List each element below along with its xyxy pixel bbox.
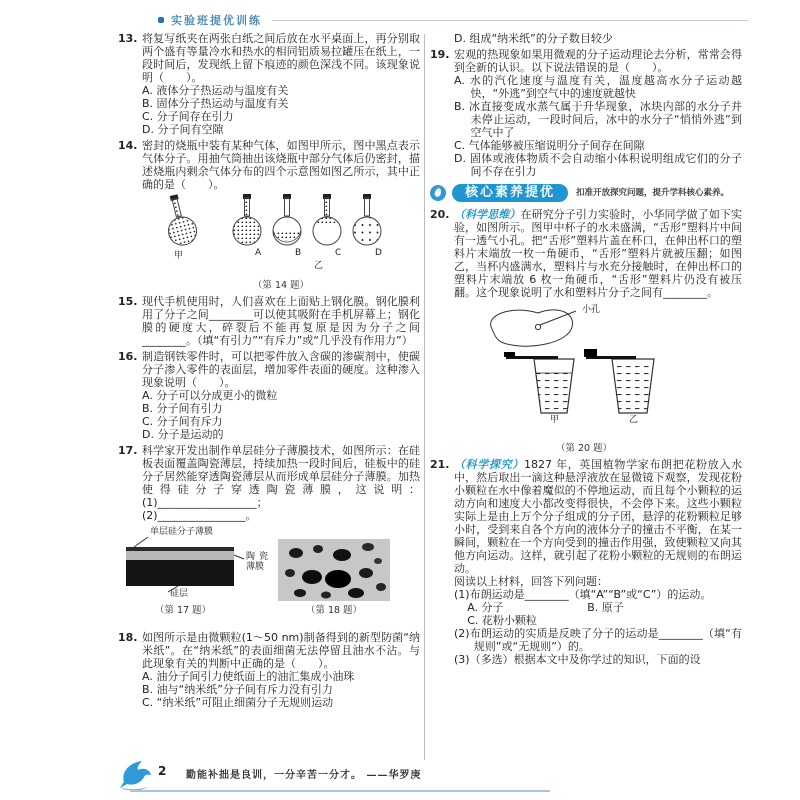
question-18 <box>118 631 420 709</box>
flask-label-c: C <box>335 248 342 258</box>
sub-question-3: (3)（多选）根据本文中及你学过的知识，下面的设 <box>454 653 701 666</box>
cup2-label: 乙 <box>629 415 639 425</box>
cup-experiment-drawing <box>454 301 714 427</box>
option: B. 油与“纳米纸”分子间有斥力没有引力 <box>142 683 333 696</box>
hole-label: 小孔 <box>582 305 601 315</box>
question-text: 密封的烧瓶中装有某种气体，如图甲所示，图中黑点表示气体分子。用抽气筒抽出该烧瓶中部分气体后仍密封，描述烧瓶内剩余气体分布的四个示意图如图乙所示，其中正确的是（ ）。 <box>142 139 420 191</box>
group-label-yi: 乙 <box>314 261 324 271</box>
question-number: 17. <box>118 444 138 457</box>
footer-motto: 勤能补拙是良训，一分辛苦一分才。 ——华罗庚 <box>186 770 422 781</box>
flasks-diagram <box>161 193 401 265</box>
flask-label-jia: 甲 <box>174 251 184 261</box>
flask-label-d: D <box>375 248 382 258</box>
option: A. 分子可以分成更小的微粒 <box>142 389 278 402</box>
page-number: 2 <box>158 764 167 778</box>
column-divider <box>424 34 425 760</box>
question-text: 科学家开发出制作单层硅分子薄膜技术，如图所示：在硅板表面覆盖陶瓷薄层，持续加热一段时间后，硅板中的硅分子居然能穿透陶瓷薄层从而形成单层硅分子薄膜。加热使得硅分子穿透陶瓷薄膜，这说明：(1)__________________； <box>142 444 420 509</box>
question-number: 21. <box>430 458 450 471</box>
question-21 <box>430 458 742 666</box>
option: C. 花粉小颗粒 <box>467 614 537 627</box>
figure-caption: （第 14 题） <box>252 280 310 291</box>
question-text: 现代手机使用时，人们喜欢在上面贴上钢化膜。钢化膜利用了分子之间________可以使其吸附在手机屏幕上；钢化膜的硬度大，碎裂后不能再复原是因为分子之间________。（填“有引力”“有斥力”或“几乎没有作用力”） <box>142 295 420 347</box>
question-text: 将复写纸夹在两张白纸之间后放在水平桌面上，再分别取两个盛有等量冷水和热水的相同铝质易拉罐压在纸上，一段时间后，发现纸上留下痕迹的颜色深浅不同。该现象说明（ ）。 <box>142 32 420 84</box>
right-column <box>430 32 742 669</box>
page-footer <box>116 756 676 796</box>
question-number: 19. <box>430 48 450 61</box>
question-text: （科学探究）1827 年，英国植物学家布朗把花粉放入水中，然后取出一滴这种悬浮液放在显微镜下观察，发现花粉小颗粒在水中像着魔似的不停地运动，而且每个小颗粒的运动方向和速度大小都改变得很快，不会停下来。这些小颗粒实际上是由上万个分子组成的分子团，悬浮的花粉颗粒足够小时，受到来自各个方向的液体分子的撞击不平衡，在某一瞬间，颗粒在一个方向受到的撞击作用强，致使颗粒又向其他方向运动。这样，就引起了花粉小颗粒的无规则的布朗运动。 <box>454 458 743 575</box>
question-15 <box>118 295 420 347</box>
footer-rule <box>130 790 550 792</box>
question-19 <box>430 48 742 178</box>
figure-caption: （第 20 题） <box>555 443 613 454</box>
option: A. 油分子间引力使纸面上的油汇集成小油珠 <box>142 670 355 683</box>
page-header <box>158 12 748 28</box>
flask-figure <box>142 193 420 279</box>
option: B. 冰直接变成水蒸气属于升华现象，冰块内部的水分子并未停止运动，一段时间后，冰中的水分子“悄悄外逃”到空气中了 <box>454 100 742 139</box>
option: D. 固体或液体物质不会自动缩小体积说明组成它们的分子间不存在引力 <box>454 152 742 178</box>
section-badge-title: 核心素养提优 <box>452 184 568 202</box>
question-text: 宏观的热现象如果用微观的分子运动理论去分析，常常会得到全新的认识。以下说法错误的是（ ）。 <box>454 48 742 74</box>
figure-caption: （第 17 题） <box>154 605 212 616</box>
question-text: 制造钢铁零件时，可以把零件放入含碳的渗碳剂中，使碳分子渗入零件的表面层，增加零件表面的硬度。这种渗入现象说明（ ）。 <box>142 350 420 389</box>
question-number: 16. <box>118 350 138 363</box>
micrograph-image <box>278 539 390 601</box>
cup1-label: 甲 <box>550 415 560 425</box>
option: B. 分子间有引力 <box>142 402 223 415</box>
option: B. 原子 <box>587 601 624 614</box>
option: D. 分子间有空隙 <box>142 123 224 136</box>
header-rule <box>272 20 748 21</box>
question-tag: （科学探究） <box>454 458 524 471</box>
question-text: （科学思维）在研究分子引力实验时，小华同学做了如下实验，如图所示。图甲中杯子的水未盛满，“舌形”塑料片中间有一透气小孔。把“舌形”塑料片盖在杯口，在伸出杯口的塑料片末端放一枚一角硬币，“舌形”塑料片就被压翻；如图乙，当杯内盛满水，塑料片与水充分接触时，在伸出杯口的塑料片末端放 6 枚一角硬币，“舌形”塑料片仍没有被压翻。这个现象说明了水和塑料片分子之间有________。 <box>454 208 743 299</box>
question-14 <box>118 139 420 292</box>
figure-caption: （第 18 题） <box>305 605 363 616</box>
question-number: 18. <box>118 631 138 644</box>
silicon-film-diagram <box>118 525 278 617</box>
left-column <box>118 32 420 712</box>
film-label-bottom: 硅层 <box>170 589 189 599</box>
question-17 <box>118 444 420 522</box>
option: B. 固体分子热运动与温度有关 <box>142 97 289 110</box>
option: A. 液体分子热运动与温度有关 <box>142 84 289 97</box>
question-text-2: (2)________________。 <box>142 509 257 522</box>
question-13 <box>118 32 420 136</box>
option: D. 分子是运动的 <box>142 428 224 441</box>
option: C. 分子间存在引力 <box>142 110 234 123</box>
section-header <box>430 184 742 202</box>
page-header-title: 实验班提优训练 <box>171 14 262 27</box>
option-q18-d: D. 组成“纳米纸”的分子数目较少 <box>454 32 613 45</box>
question-number: 15. <box>118 295 138 308</box>
dolphin-logo-icon <box>118 758 152 790</box>
question-20 <box>430 208 742 455</box>
nano-paper-micrograph <box>278 525 408 617</box>
sub-question-1-options <box>454 601 742 614</box>
option: A. 分子 <box>467 601 504 614</box>
question-16 <box>118 350 420 441</box>
question-number: 20. <box>430 208 450 221</box>
question-number: 14. <box>118 139 138 152</box>
film-figure-row <box>118 525 420 617</box>
option: A. 水的汽化速度与温度有关，温度越高水分子运动越快，“外逃”到空气中的速度就越快 <box>454 74 742 100</box>
header-bullet-icon <box>158 17 164 23</box>
option: C. “纳米纸”可阻止细菌分子无规则运动 <box>142 696 334 709</box>
film-label-mid: 陶瓷薄膜 <box>246 552 268 572</box>
film-label-top: 单层硅分子薄膜 <box>150 527 214 537</box>
section-badge-icon <box>430 185 446 201</box>
sub-question-1: (1)布朗运动是________（填“A”“B”或“C”）的运动。 <box>454 588 712 601</box>
question-tag: （科学思维） <box>454 208 521 221</box>
sub-question-2: (2)布朗运动的实质是反映了分子的运动是________（填“有规则”或“无规则”）的。 <box>454 627 742 653</box>
option: C. 气体能够被压缩说明分子间存在间隙 <box>454 139 645 152</box>
question-number: 13. <box>118 32 138 45</box>
flask-label-b: B <box>295 248 302 258</box>
read-instruction: 阅读以上材料，回答下列问题： <box>454 575 608 588</box>
cup-experiment-figure <box>454 301 742 443</box>
flask-label-a: A <box>255 248 262 258</box>
option: C. 分子间有斥力 <box>142 415 223 428</box>
section-subtitle: 扣准开放探究问题，提升学科核心素养。 <box>576 187 730 198</box>
question-text: 如图所示是由微颗粒(1～50 nm)制备得到的新型防菌“纳米纸”。在“纳米纸”的表面细菌无法停留且油水不沾。与此现象有关的判断中正确的是（ ）。 <box>142 631 420 670</box>
